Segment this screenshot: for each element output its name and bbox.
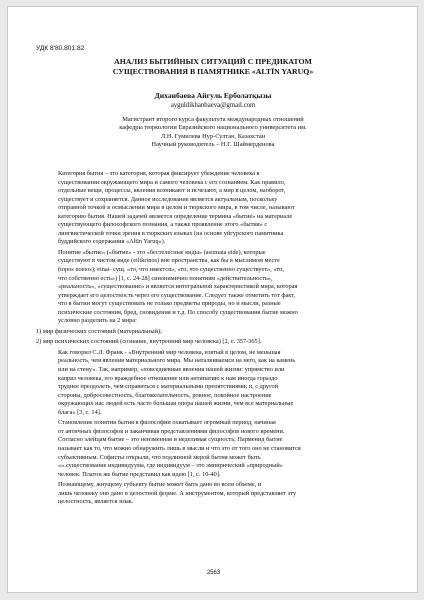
- affiliation-line: Л.Н. Гумилева Нур-Султан, Казахстан: [160, 132, 266, 140]
- text-line: существовании окружающего мира и самого человека с его сознанием. Как правило,: [58, 178, 286, 186]
- text-line: существующего философского познания, а также проявление этого «бытия» с: [58, 221, 268, 229]
- text-line: реальность, чем явления материального мира. Мы наталкиваемся на него, как на камень: [58, 357, 296, 365]
- text-line: (topos noetos); einai- сущ. «то, что имеется», «то, что существенно существует», «то,: [58, 266, 284, 274]
- text-line: Как говорил С.Л. Франк - «Внутренний мир человека, взятый в целом, не меньшая: [58, 348, 281, 356]
- text-line: Согласно элейцам бытие – это неизменная и неделимая сущность; Парменид бытие: [58, 436, 283, 444]
- text-line: «реальность», «существование» и является интегральной характеристикой мира, которая: [58, 283, 298, 291]
- affiliation-line: кафедры тюркологии Евразийского национального университета им.: [119, 124, 307, 132]
- author-name: Диханбаева Айгуль Ерболатқызы: [154, 91, 272, 100]
- title-line: СУЩЕСТВОВАНИЯ В ПАМЯТНИКЕ «ALTÏN YARUQ»: [112, 66, 314, 76]
- body-paragraph: [36, 170, 392, 247]
- text-line: от античных философов и заканчивая представлениями философов нового времени.: [58, 427, 285, 435]
- text-line: называет как то, что можно обнаружить лишь в мысли и что это от того оно не становится: [58, 444, 301, 452]
- text-line: человек. Платон же бытие представил как идею [1, с. 10-40].: [58, 470, 221, 478]
- text-line: существуют в чистом виде (eilikrinos) вне пространства, как бы в мыслимом месте: [58, 257, 280, 265]
- page-number: 2563: [206, 570, 221, 576]
- text-line: буддийского содержания «Altïn Yaruq»).: [58, 238, 166, 246]
- text-line: утверждает его целостность через его существование. Следует также отметить тот факт,: [58, 291, 296, 299]
- text-line: «».существование индивидуума, где индивидуум – это эмпирический «природный»: [58, 462, 283, 470]
- supervisor-line: Научный руководитель – Н.Г. Шаймерденова: [151, 141, 275, 149]
- document-page: [7, 6, 418, 593]
- text-line: лингвистической точки зрения в тюркских языках (на основе уйгурского памятника: [58, 229, 284, 237]
- body-paragraph: [36, 481, 392, 507]
- text-line: субъективным. Софисты открыли, что подлинной мерой бытия может быть: [58, 453, 261, 461]
- text-line: отдельные вещи, процессы, явления возникают и исчезают, а мир в целом, наоборот,: [58, 187, 286, 195]
- text-line: лишь человеку оно дано в целостной форме. А инструментом, который представляет эту: [58, 489, 297, 497]
- text-line: стороны, добросовестность, благожелательность, ровное, покойное настроение: [58, 391, 272, 399]
- body-paragraph: [36, 338, 392, 347]
- text-line: труднее преодолеть, чем справиться с материальными препятствиями; и, с другой: [58, 383, 279, 391]
- body-paragraph: [36, 349, 392, 417]
- text-line: Категория бытия – это категория, которая фиксирует убеждение человека в: [58, 170, 260, 177]
- text-line: 1) мир физических состояний (материальный);: [36, 327, 162, 335]
- text-line: психические состояния, бред, сновидения и т.д. По способу существования бытие можно: [58, 308, 298, 316]
- text-line: Понятие «бытие» («бытие» - это «бестелесные виды» (asomata eide), которые: [58, 248, 266, 256]
- article-title: [48, 57, 378, 76]
- text-line: отправной точкой в осмыслении мира в целом и тюркского мира, в том числе, называют: [58, 204, 295, 212]
- text-line: окружающих нас людей есть часто большая опора нашей жизни, чем все материальные: [58, 400, 294, 408]
- body-paragraph: [36, 328, 392, 337]
- title-line: АНАЛИЗ БЫТИЙНЫХ СИТУАЦИЙ С ПРЕДИКАТОМ: [114, 57, 312, 66]
- body-paragraph: [36, 419, 392, 479]
- text-line: существует и сохраняется. Данное исследование является актуальным, поскольку: [58, 195, 278, 203]
- text-line: что в бытии могут существовать не только предметы природы, но и мысли, разные: [58, 300, 281, 308]
- udk-code: УДК 8'80.801.82: [36, 45, 85, 52]
- text-line: блага» [3, с. 14].: [58, 408, 102, 416]
- author-email[interactable]: ayguldikhanbaeva@gmail.com: [170, 102, 256, 109]
- text-line: целостность, является язык.: [58, 498, 134, 506]
- text-line: Становление понятия бытия в философии охватывает огромный период, начиная: [58, 419, 276, 427]
- text-line: каприз человека, его враждебное отношение или антипатию к нам иногда гораздо: [58, 374, 278, 382]
- text-line: условно разделить на 2 мира:: [58, 317, 137, 325]
- affiliation-block: [53, 116, 373, 150]
- text-line: или на стену». Так, например, «повседневные явления нашей жизни: упрямство или: [58, 366, 285, 374]
- text-line: 2) мир психических состояний (сознание, внутренний мир человека) [2, с. 357-365].: [36, 338, 262, 346]
- body-paragraph: [36, 249, 392, 326]
- text-line: Познающему, жнущему субъекту бытие может быть дано во всем объеме, и: [58, 481, 262, 489]
- text-line: что собственно есть») [1, с. 24-28] синонимично понятиям «действительность»,: [58, 274, 273, 282]
- text-line: категорию бытия. Нашей задачей является определение термина «бытие» на материале: [58, 212, 293, 220]
- affiliation-line: Магистрант второго курса факультета международных отношений: [122, 116, 304, 123]
- article-body: [36, 170, 392, 507]
